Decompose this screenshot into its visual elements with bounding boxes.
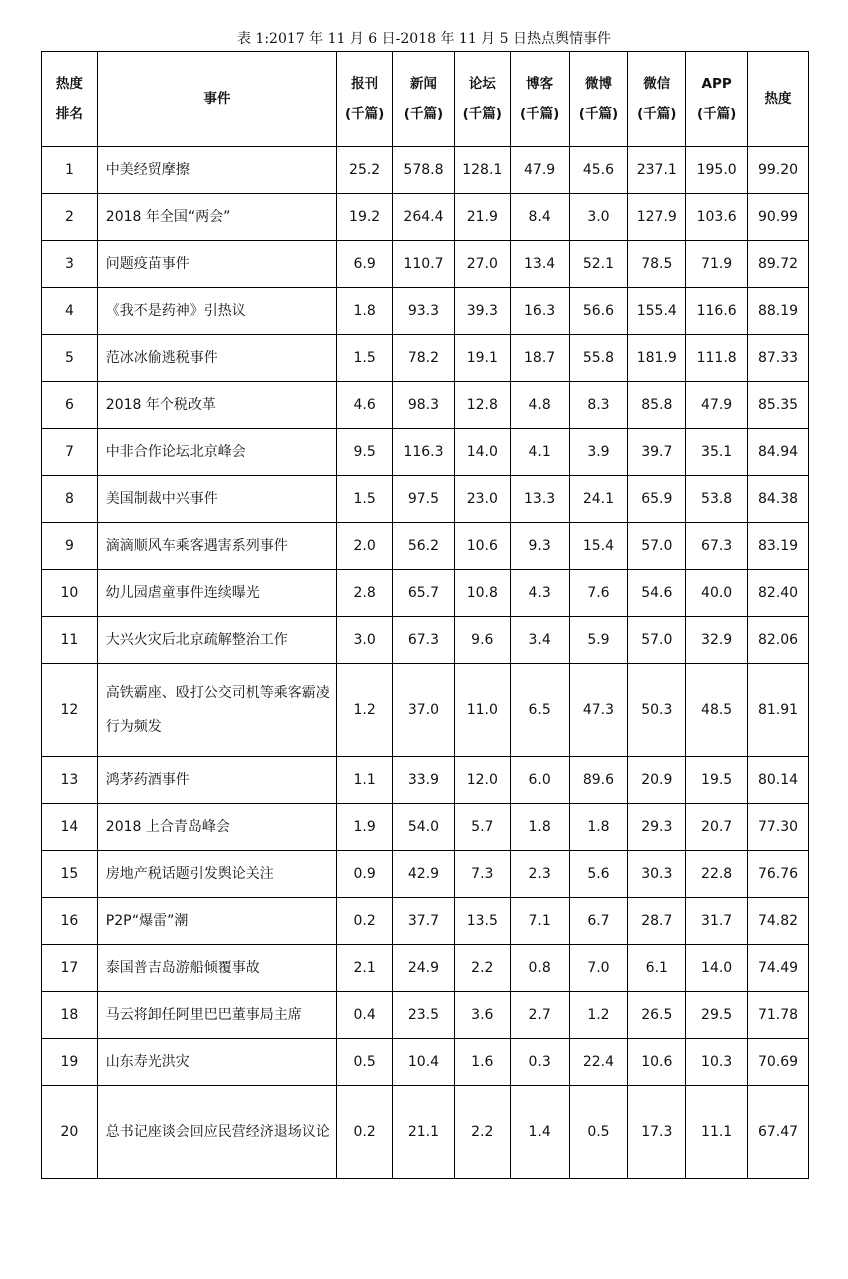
cell-wechat: 28.7 xyxy=(628,898,686,945)
table-row xyxy=(42,804,809,851)
cell-newspaper: 6.9 xyxy=(337,241,393,288)
cell-heat: 82.06 xyxy=(748,617,809,664)
cell-app: 111.8 xyxy=(686,335,748,382)
cell-rank: 1 xyxy=(42,147,98,194)
cell-forum: 10.8 xyxy=(454,570,510,617)
cell-blog: 4.3 xyxy=(510,570,569,617)
header-news-line1: 新闻 xyxy=(409,76,437,92)
cell-event: 高铁霸座、殴打公交司机等乘客霸凌行为频发 xyxy=(97,664,336,757)
table-row xyxy=(42,992,809,1039)
cell-news: 78.2 xyxy=(393,335,455,382)
cell-wechat: 237.1 xyxy=(628,147,686,194)
cell-news: 37.0 xyxy=(393,664,455,757)
cell-heat: 87.33 xyxy=(748,335,809,382)
cell-newspaper: 0.4 xyxy=(337,992,393,1039)
table-caption: 表 1:2017 年 11 月 6 日-2018 年 11 月 5 日热点舆情事件 xyxy=(236,31,611,47)
cell-forum: 23.0 xyxy=(454,476,510,523)
cell-forum: 128.1 xyxy=(454,147,510,194)
table-row xyxy=(42,476,809,523)
cell-event: 问题疫苗事件 xyxy=(97,241,336,288)
header-news-line2: (千篇) xyxy=(403,106,444,122)
cell-blog: 9.3 xyxy=(510,523,569,570)
cell-newspaper: 1.5 xyxy=(337,335,393,382)
cell-newspaper: 2.8 xyxy=(337,570,393,617)
cell-news: 54.0 xyxy=(393,804,455,851)
cell-event: 2018 上合青岛峰会 xyxy=(97,804,336,851)
cell-forum: 12.8 xyxy=(454,382,510,429)
cell-wechat: 6.1 xyxy=(628,945,686,992)
cell-rank: 12 xyxy=(42,664,98,757)
cell-rank: 6 xyxy=(42,382,98,429)
cell-weibo: 52.1 xyxy=(569,241,628,288)
cell-wechat: 29.3 xyxy=(628,804,686,851)
header-news xyxy=(393,52,455,147)
cell-event: 范冰冰偷逃税事件 xyxy=(97,335,336,382)
cell-heat: 74.49 xyxy=(748,945,809,992)
cell-weibo: 24.1 xyxy=(569,476,628,523)
cell-rank: 3 xyxy=(42,241,98,288)
cell-forum: 5.7 xyxy=(454,804,510,851)
cell-app: 53.8 xyxy=(686,476,748,523)
cell-newspaper: 9.5 xyxy=(337,429,393,476)
cell-blog: 0.8 xyxy=(510,945,569,992)
cell-event: 中美经贸摩擦 xyxy=(97,147,336,194)
cell-news: 67.3 xyxy=(393,617,455,664)
cell-weibo: 56.6 xyxy=(569,288,628,335)
header-forum-line1: 论坛 xyxy=(468,76,496,92)
cell-forum: 39.3 xyxy=(454,288,510,335)
cell-wechat: 85.8 xyxy=(628,382,686,429)
header-wechat-line2: (千篇) xyxy=(637,106,677,122)
header-heat: 热度 xyxy=(748,52,809,147)
header-wechat-line1: 微信 xyxy=(643,76,671,92)
cell-wechat: 17.3 xyxy=(628,1086,686,1179)
cell-weibo: 6.7 xyxy=(569,898,628,945)
cell-news: 33.9 xyxy=(393,757,455,804)
cell-newspaper: 0.2 xyxy=(337,1086,393,1179)
cell-event: 山东寿光洪灾 xyxy=(97,1039,336,1086)
hot-events-table xyxy=(41,51,809,1179)
cell-app: 40.0 xyxy=(686,570,748,617)
cell-rank: 18 xyxy=(42,992,98,1039)
cell-news: 42.9 xyxy=(393,851,455,898)
cell-forum: 11.0 xyxy=(454,664,510,757)
cell-weibo: 15.4 xyxy=(569,523,628,570)
cell-forum: 9.6 xyxy=(454,617,510,664)
header-forum-line2: (千篇) xyxy=(462,106,502,122)
cell-app: 22.8 xyxy=(686,851,748,898)
header-app xyxy=(686,52,748,147)
cell-blog: 4.8 xyxy=(510,382,569,429)
cell-newspaper: 4.6 xyxy=(337,382,393,429)
cell-weibo: 45.6 xyxy=(569,147,628,194)
cell-event: P2P“爆雷”潮 xyxy=(97,898,336,945)
header-weibo-line1: 微博 xyxy=(584,76,612,92)
cell-rank: 14 xyxy=(42,804,98,851)
table-row xyxy=(42,335,809,382)
cell-forum: 3.6 xyxy=(454,992,510,1039)
cell-blog: 2.3 xyxy=(510,851,569,898)
cell-rank: 9 xyxy=(42,523,98,570)
cell-rank: 4 xyxy=(42,288,98,335)
cell-newspaper: 25.2 xyxy=(337,147,393,194)
cell-wechat: 50.3 xyxy=(628,664,686,757)
cell-weibo: 7.6 xyxy=(569,570,628,617)
header-newspaper-line2: (千篇) xyxy=(344,106,385,122)
cell-heat: 85.35 xyxy=(748,382,809,429)
cell-heat: 74.82 xyxy=(748,898,809,945)
cell-weibo: 0.5 xyxy=(569,1086,628,1179)
table-row xyxy=(42,382,809,429)
header-app-line1: APP xyxy=(701,76,732,92)
table-row xyxy=(42,898,809,945)
cell-blog: 18.7 xyxy=(510,335,569,382)
header-rank-line2: 排名 xyxy=(55,106,83,122)
table-row xyxy=(42,288,809,335)
cell-rank: 17 xyxy=(42,945,98,992)
cell-news: 97.5 xyxy=(393,476,455,523)
cell-newspaper: 1.1 xyxy=(337,757,393,804)
cell-news: 578.8 xyxy=(393,147,455,194)
cell-blog: 4.1 xyxy=(510,429,569,476)
cell-app: 19.5 xyxy=(686,757,748,804)
header-event: 事件 xyxy=(97,52,336,147)
cell-event: 滴滴顺风车乘客遇害系列事件 xyxy=(97,523,336,570)
table-row xyxy=(42,1039,809,1086)
cell-weibo: 89.6 xyxy=(569,757,628,804)
cell-wechat: 39.7 xyxy=(628,429,686,476)
cell-heat: 89.72 xyxy=(748,241,809,288)
cell-newspaper: 3.0 xyxy=(337,617,393,664)
header-rank-line1: 热度 xyxy=(55,76,83,92)
cell-weibo: 8.3 xyxy=(569,382,628,429)
cell-news: 264.4 xyxy=(393,194,455,241)
cell-event: 房地产税话题引发舆论关注 xyxy=(97,851,336,898)
cell-forum: 14.0 xyxy=(454,429,510,476)
header-wechat xyxy=(628,52,686,147)
cell-news: 37.7 xyxy=(393,898,455,945)
cell-rank: 2 xyxy=(42,194,98,241)
cell-forum: 10.6 xyxy=(454,523,510,570)
cell-heat: 77.30 xyxy=(748,804,809,851)
cell-news: 93.3 xyxy=(393,288,455,335)
cell-newspaper: 0.9 xyxy=(337,851,393,898)
cell-blog: 1.8 xyxy=(510,804,569,851)
cell-heat: 90.99 xyxy=(748,194,809,241)
header-blog-line2: (千篇) xyxy=(519,106,560,122)
cell-app: 103.6 xyxy=(686,194,748,241)
table-row xyxy=(42,617,809,664)
cell-blog: 16.3 xyxy=(510,288,569,335)
cell-heat: 99.20 xyxy=(748,147,809,194)
cell-forum: 27.0 xyxy=(454,241,510,288)
cell-wechat: 30.3 xyxy=(628,851,686,898)
cell-rank: 13 xyxy=(42,757,98,804)
cell-weibo: 3.9 xyxy=(569,429,628,476)
cell-blog: 47.9 xyxy=(510,147,569,194)
cell-rank: 19 xyxy=(42,1039,98,1086)
cell-blog: 3.4 xyxy=(510,617,569,664)
cell-forum: 2.2 xyxy=(454,1086,510,1179)
table-row xyxy=(42,570,809,617)
cell-weibo: 1.2 xyxy=(569,992,628,1039)
cell-event: 幼儿园虐童事件连续曝光 xyxy=(97,570,336,617)
cell-weibo: 47.3 xyxy=(569,664,628,757)
cell-event: 美国制裁中兴事件 xyxy=(97,476,336,523)
cell-rank: 16 xyxy=(42,898,98,945)
cell-wechat: 78.5 xyxy=(628,241,686,288)
cell-newspaper: 1.9 xyxy=(337,804,393,851)
header-blog xyxy=(510,52,569,147)
cell-app: 29.5 xyxy=(686,992,748,1039)
header-weibo-line2: (千篇) xyxy=(578,106,619,122)
cell-app: 14.0 xyxy=(686,945,748,992)
cell-weibo: 3.0 xyxy=(569,194,628,241)
cell-newspaper: 2.0 xyxy=(337,523,393,570)
cell-forum: 19.1 xyxy=(454,335,510,382)
header-rank xyxy=(42,52,98,147)
cell-app: 32.9 xyxy=(686,617,748,664)
header-blog-line1: 博客 xyxy=(526,76,554,92)
cell-app: 35.1 xyxy=(686,429,748,476)
cell-news: 10.4 xyxy=(393,1039,455,1086)
cell-wechat: 65.9 xyxy=(628,476,686,523)
table-row xyxy=(42,241,809,288)
cell-wechat: 26.5 xyxy=(628,992,686,1039)
cell-news: 98.3 xyxy=(393,382,455,429)
cell-event: 《我不是药神》引热议 xyxy=(97,288,336,335)
cell-weibo: 7.0 xyxy=(569,945,628,992)
cell-news: 65.7 xyxy=(393,570,455,617)
cell-forum: 1.6 xyxy=(454,1039,510,1086)
header-newspaper xyxy=(337,52,393,147)
cell-wechat: 20.9 xyxy=(628,757,686,804)
cell-event: 泰国普吉岛游船倾覆事故 xyxy=(97,945,336,992)
cell-heat: 67.47 xyxy=(748,1086,809,1179)
cell-event: 总书记座谈会回应民营经济退场议论 xyxy=(97,1086,336,1179)
cell-heat: 76.76 xyxy=(748,851,809,898)
cell-app: 11.1 xyxy=(686,1086,748,1179)
cell-news: 56.2 xyxy=(393,523,455,570)
cell-weibo: 22.4 xyxy=(569,1039,628,1086)
cell-forum: 12.0 xyxy=(454,757,510,804)
table-row xyxy=(42,194,809,241)
cell-heat: 81.91 xyxy=(748,664,809,757)
cell-event: 2018 年全国“两会” xyxy=(97,194,336,241)
cell-heat: 80.14 xyxy=(748,757,809,804)
cell-news: 23.5 xyxy=(393,992,455,1039)
cell-event: 鸿茅药酒事件 xyxy=(97,757,336,804)
cell-app: 10.3 xyxy=(686,1039,748,1086)
cell-newspaper: 19.2 xyxy=(337,194,393,241)
cell-wechat: 155.4 xyxy=(628,288,686,335)
header-forum xyxy=(454,52,510,147)
table-body xyxy=(42,147,809,1179)
cell-rank: 10 xyxy=(42,570,98,617)
cell-heat: 88.19 xyxy=(748,288,809,335)
cell-heat: 71.78 xyxy=(748,992,809,1039)
cell-weibo: 5.9 xyxy=(569,617,628,664)
cell-rank: 15 xyxy=(42,851,98,898)
cell-event: 马云将卸任阿里巴巴董事局主席 xyxy=(97,992,336,1039)
cell-app: 48.5 xyxy=(686,664,748,757)
cell-app: 71.9 xyxy=(686,241,748,288)
cell-app: 20.7 xyxy=(686,804,748,851)
cell-blog: 1.4 xyxy=(510,1086,569,1179)
cell-wechat: 57.0 xyxy=(628,617,686,664)
cell-wechat: 54.6 xyxy=(628,570,686,617)
cell-news: 116.3 xyxy=(393,429,455,476)
table-row xyxy=(42,523,809,570)
cell-blog: 13.3 xyxy=(510,476,569,523)
cell-newspaper: 1.5 xyxy=(337,476,393,523)
table-row xyxy=(42,429,809,476)
cell-app: 47.9 xyxy=(686,382,748,429)
cell-news: 110.7 xyxy=(393,241,455,288)
cell-blog: 7.1 xyxy=(510,898,569,945)
cell-app: 67.3 xyxy=(686,523,748,570)
cell-blog: 6.5 xyxy=(510,664,569,757)
cell-rank: 20 xyxy=(42,1086,98,1179)
cell-wechat: 181.9 xyxy=(628,335,686,382)
cell-news: 24.9 xyxy=(393,945,455,992)
table-row xyxy=(42,147,809,194)
header-app-line2: (千篇) xyxy=(696,106,737,122)
header-newspaper-line1: 报刊 xyxy=(351,76,379,92)
cell-wechat: 57.0 xyxy=(628,523,686,570)
table-row xyxy=(42,945,809,992)
cell-heat: 83.19 xyxy=(748,523,809,570)
cell-wechat: 127.9 xyxy=(628,194,686,241)
cell-event: 大兴火灾后北京疏解整治工作 xyxy=(97,617,336,664)
cell-rank: 5 xyxy=(42,335,98,382)
cell-blog: 2.7 xyxy=(510,992,569,1039)
table-row xyxy=(42,757,809,804)
cell-news: 21.1 xyxy=(393,1086,455,1179)
cell-newspaper: 0.2 xyxy=(337,898,393,945)
cell-weibo: 1.8 xyxy=(569,804,628,851)
header-weibo xyxy=(569,52,628,147)
cell-forum: 2.2 xyxy=(454,945,510,992)
cell-newspaper: 1.2 xyxy=(337,664,393,757)
cell-forum: 7.3 xyxy=(454,851,510,898)
cell-forum: 21.9 xyxy=(454,194,510,241)
cell-rank: 11 xyxy=(42,617,98,664)
cell-rank: 7 xyxy=(42,429,98,476)
cell-heat: 82.40 xyxy=(748,570,809,617)
cell-newspaper: 1.8 xyxy=(337,288,393,335)
table-row xyxy=(42,851,809,898)
cell-heat: 84.38 xyxy=(748,476,809,523)
cell-blog: 13.4 xyxy=(510,241,569,288)
table-row xyxy=(42,1086,809,1179)
table-header-row xyxy=(42,52,809,147)
cell-forum: 13.5 xyxy=(454,898,510,945)
cell-blog: 6.0 xyxy=(510,757,569,804)
cell-newspaper: 0.5 xyxy=(337,1039,393,1086)
cell-heat: 84.94 xyxy=(748,429,809,476)
cell-weibo: 55.8 xyxy=(569,335,628,382)
cell-event: 中非合作论坛北京峰会 xyxy=(97,429,336,476)
cell-rank: 8 xyxy=(42,476,98,523)
table-row xyxy=(42,664,809,757)
cell-app: 31.7 xyxy=(686,898,748,945)
cell-weibo: 5.6 xyxy=(569,851,628,898)
cell-blog: 8.4 xyxy=(510,194,569,241)
cell-newspaper: 2.1 xyxy=(337,945,393,992)
cell-heat: 70.69 xyxy=(748,1039,809,1086)
cell-app: 116.6 xyxy=(686,288,748,335)
cell-blog: 0.3 xyxy=(510,1039,569,1086)
cell-wechat: 10.6 xyxy=(628,1039,686,1086)
cell-event: 2018 年个税改革 xyxy=(97,382,336,429)
cell-app: 195.0 xyxy=(686,147,748,194)
